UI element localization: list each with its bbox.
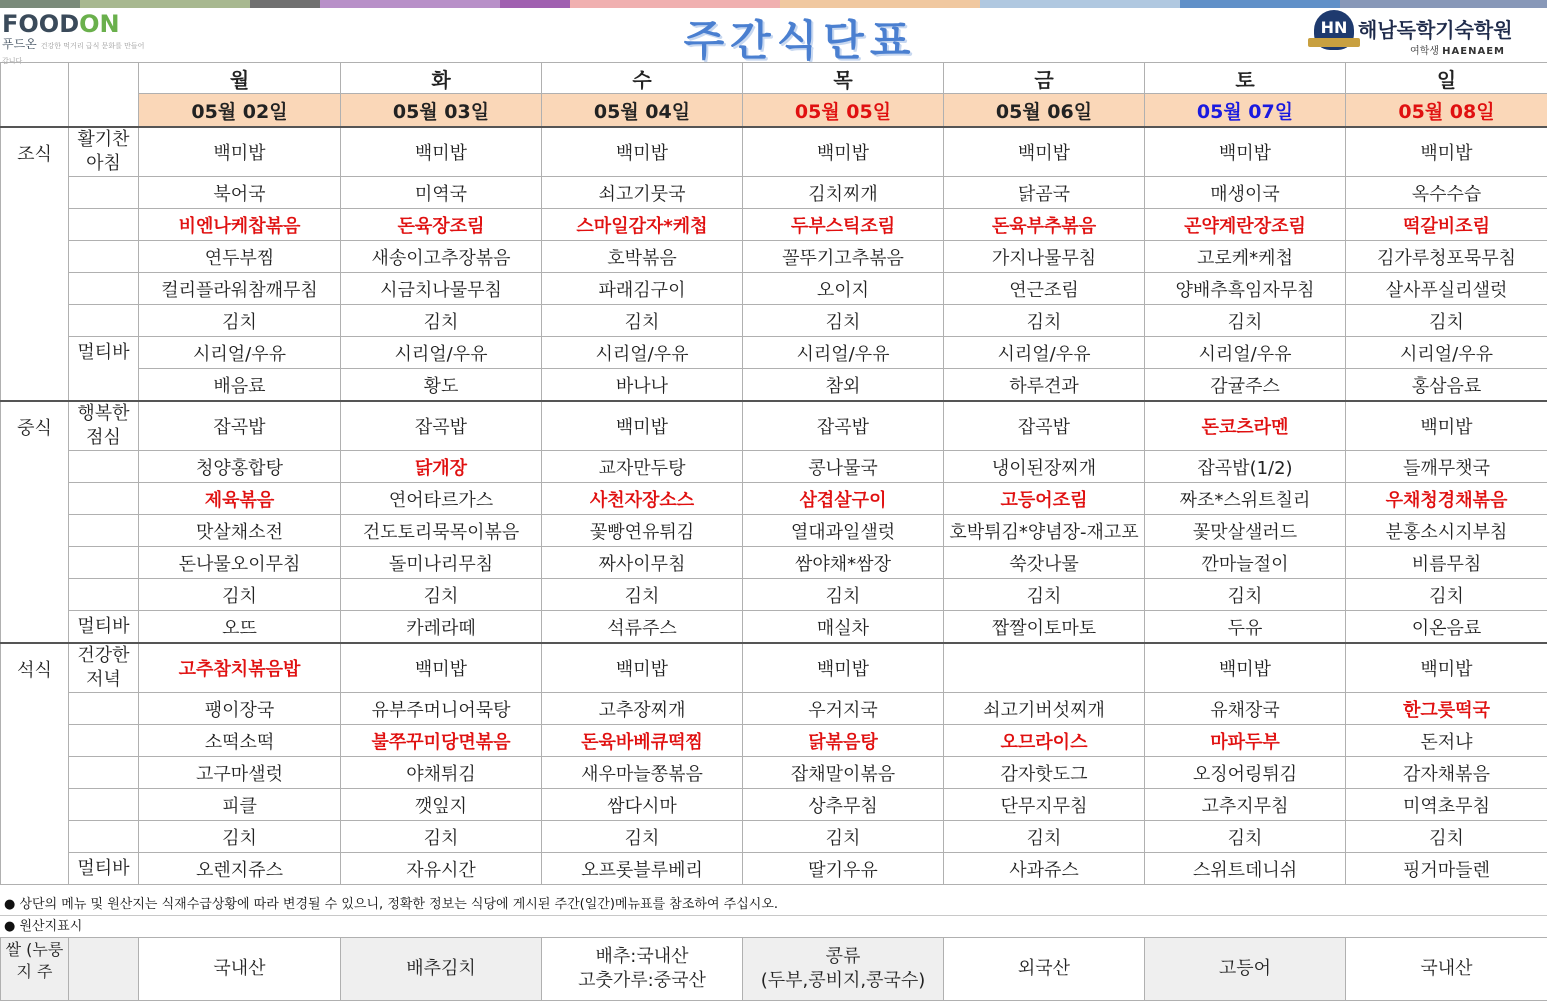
menu-row	[1, 401, 1547, 451]
menu-item: 황도	[341, 369, 542, 402]
menu-row	[1, 611, 1547, 644]
menu-item: 시리얼/우유	[1145, 337, 1346, 369]
day-header: 수	[542, 63, 743, 94]
menu-item: 쇠고기버섯찌개	[944, 693, 1145, 725]
logo-tagline: 건강한 먹거리 급식 문화를 만들어 갑니다	[2, 42, 144, 65]
empty-sub-cell	[69, 451, 139, 483]
menu-item: 백미밥	[944, 127, 1145, 177]
menu-item: 하루견과	[944, 369, 1145, 402]
menu-item: 유채장국	[1145, 693, 1346, 725]
menu-row	[1, 789, 1547, 821]
menu-item: 김치	[341, 821, 542, 853]
date-header: 05월 03일	[341, 94, 542, 128]
menu-item: 백미밥	[1145, 127, 1346, 177]
menu-row	[1, 273, 1547, 305]
menu-item: 매실차	[743, 611, 944, 644]
origin-label: 쌀 (누룽지 주	[1, 938, 69, 1001]
menu-item: 쑥갓나물	[944, 547, 1145, 579]
menu-item: 옥수수습	[1346, 177, 1547, 209]
menu-item: 맛살채소전	[139, 515, 341, 547]
menu-item: 시리얼/우유	[743, 337, 944, 369]
menu-item: 오징어링튀김	[1145, 757, 1346, 789]
multibar-label: 멀티바	[69, 611, 139, 644]
notes-section	[0, 894, 1547, 938]
origin-value: 콩류 (두부,콩비지,콩국수)	[743, 938, 944, 1001]
weekly-menu-table	[0, 62, 1547, 885]
corner-cell	[69, 63, 139, 94]
empty-sub-cell	[69, 757, 139, 789]
meal-sub-breakfast: 활기찬 아침	[69, 127, 139, 177]
menu-item: 김치	[542, 305, 743, 337]
origin-value: 배추김치	[341, 938, 542, 1001]
menu-row	[1, 241, 1547, 273]
note-origin-heading	[0, 916, 1547, 938]
menu-row	[1, 757, 1547, 789]
menu-row	[1, 821, 1547, 853]
school-sub-a: 여학생	[1410, 46, 1439, 57]
empty-sub-cell	[69, 177, 139, 209]
menu-item: 바나나	[542, 369, 743, 402]
menu-item: 유부주머니어묵탕	[341, 693, 542, 725]
menu-item: 시리얼/우유	[944, 337, 1145, 369]
date-header-row	[1, 94, 1547, 128]
meal-label-lunch: 중식	[1, 401, 69, 643]
menu-item: 고등어조림	[944, 483, 1145, 515]
note-disclaimer	[0, 894, 1547, 916]
menu-item: 삼겹살구이	[743, 483, 944, 515]
menu-item: 꼴뚜기고추볶음	[743, 241, 944, 273]
menu-row	[1, 305, 1547, 337]
menu-item: 돈육바베큐떡찜	[542, 725, 743, 757]
empty-sub-cell	[69, 579, 139, 611]
menu-item: 감귤주스	[1145, 369, 1346, 402]
menu-item: 석류주스	[542, 611, 743, 644]
menu-row	[1, 643, 1547, 693]
menu-item: 시리얼/우유	[341, 337, 542, 369]
menu-item: 꽃빵연유튀김	[542, 515, 743, 547]
menu-item: 콩나물국	[743, 451, 944, 483]
menu-item: 백미밥	[1145, 643, 1346, 693]
school-badge-icon	[1314, 10, 1354, 50]
menu-row	[1, 725, 1547, 757]
menu-item: 김치	[743, 821, 944, 853]
menu-item: 백미밥	[743, 643, 944, 693]
menu-item: 깻잎지	[341, 789, 542, 821]
top-color-bar	[0, 0, 1547, 8]
menu-item: 오렌지쥬스	[139, 853, 341, 885]
note-disclaimer-text: 상단의 메뉴 및 원산지는 식재수급상황에 따라 변경될 수 있으니, 정확한 정보는 식당에 게시된 주간(일간)메뉴표를 참조하여 주십시오.	[19, 897, 778, 912]
menu-item: 비름무침	[1346, 547, 1547, 579]
menu-item: 김치	[341, 305, 542, 337]
menu-item: 백미밥	[1346, 127, 1547, 177]
menu-item: 새송이고추장볶음	[341, 241, 542, 273]
menu-item: 딸기우유	[743, 853, 944, 885]
menu-item: 닭볶음탕	[743, 725, 944, 757]
menu-item: 홍삼음료	[1346, 369, 1547, 402]
menu-item: 김치	[139, 821, 341, 853]
menu-item: 연근조림	[944, 273, 1145, 305]
empty-sub-cell	[69, 209, 139, 241]
menu-item: 김치	[1346, 579, 1547, 611]
menu-item: 스마일감자*케첩	[542, 209, 743, 241]
menu-item: 불쭈꾸미당면볶음	[341, 725, 542, 757]
menu-item: 꽃맛살샐러드	[1145, 515, 1346, 547]
menu-item: 새우마늘쫑볶음	[542, 757, 743, 789]
multibar-label: 멀티바	[69, 337, 139, 402]
menu-item: 상추무침	[743, 789, 944, 821]
bullet-icon: ●	[4, 897, 15, 912]
menu-item: 두유	[1145, 611, 1346, 644]
menu-item: 백미밥	[542, 401, 743, 451]
menu-row	[1, 127, 1547, 177]
origin-value: 고등어	[1145, 938, 1346, 1001]
note-origin-text: 원산지표시	[19, 919, 82, 934]
origin-value: 국내산	[1346, 938, 1547, 1001]
menu-item	[944, 643, 1145, 693]
date-header: 05월 04일	[542, 94, 743, 128]
menu-item: 우채청경채볶음	[1346, 483, 1547, 515]
menu-item: 잡곡밥(1/2)	[1145, 451, 1346, 483]
menu-item: 김치	[542, 821, 743, 853]
menu-item: 팽이장국	[139, 693, 341, 725]
menu-item: 두부스틱조림	[743, 209, 944, 241]
logo-text-on: ON	[79, 10, 120, 38]
menu-item: 쇠고기뭇국	[542, 177, 743, 209]
menu-item: 감자핫도그	[944, 757, 1145, 789]
menu-item: 사과쥬스	[944, 853, 1145, 885]
origin-table	[0, 937, 1547, 1001]
menu-item: 고로케*케첩	[1145, 241, 1346, 273]
menu-item: 이온음료	[1346, 611, 1547, 644]
menu-item: 김치	[542, 579, 743, 611]
logo-korean: 푸드온	[2, 37, 37, 51]
menu-item: 돈나물오이무침	[139, 547, 341, 579]
empty-sub-cell	[69, 483, 139, 515]
menu-item: 돈육장조림	[341, 209, 542, 241]
menu-item: 김치	[1145, 579, 1346, 611]
menu-item: 백미밥	[743, 127, 944, 177]
menu-item: 잡곡밥	[944, 401, 1145, 451]
page-header	[0, 8, 1547, 62]
empty-sub-cell	[69, 789, 139, 821]
menu-row	[1, 515, 1547, 547]
menu-item: 오이지	[743, 273, 944, 305]
menu-item: 가지나물무침	[944, 241, 1145, 273]
menu-item: 짜사이무침	[542, 547, 743, 579]
menu-row	[1, 337, 1547, 369]
menu-item: 단무지무침	[944, 789, 1145, 821]
menu-item: 돈코츠라멘	[1145, 401, 1346, 451]
date-header: 05월 08일	[1346, 94, 1547, 128]
menu-row	[1, 547, 1547, 579]
menu-item: 한그릇떡국	[1346, 693, 1547, 725]
empty-sub-cell	[69, 821, 139, 853]
empty-sub-cell	[69, 305, 139, 337]
menu-item: 야채튀김	[341, 757, 542, 789]
origin-value: 외국산	[944, 938, 1145, 1001]
foodon-logo	[2, 10, 152, 60]
logo-text-food: FOOD	[2, 10, 79, 38]
menu-item: 연어타르가스	[341, 483, 542, 515]
date-header: 05월 02일	[139, 94, 341, 128]
date-header: 05월 05일	[743, 94, 944, 128]
multibar-label: 멀티바	[69, 853, 139, 885]
menu-item: 피클	[139, 789, 341, 821]
menu-item: 스위트데니쉬	[1145, 853, 1346, 885]
menu-item: 들깨무챗국	[1346, 451, 1547, 483]
menu-item: 참외	[743, 369, 944, 402]
empty-sub-cell	[69, 547, 139, 579]
menu-item: 오므라이스	[944, 725, 1145, 757]
menu-item: 청양홍합탕	[139, 451, 341, 483]
menu-item: 김치	[1145, 821, 1346, 853]
menu-item: 닭곰국	[944, 177, 1145, 209]
menu-item: 깐마늘절이	[1145, 547, 1346, 579]
school-name: 해남독학기숙학원	[1358, 14, 1513, 43]
menu-item: 시금치나물무침	[341, 273, 542, 305]
day-header: 화	[341, 63, 542, 94]
menu-item: 핑거마들렌	[1346, 853, 1547, 885]
menu-item: 김치찌개	[743, 177, 944, 209]
menu-row	[1, 693, 1547, 725]
day-header: 일	[1346, 63, 1547, 94]
menu-item: 백미밥	[139, 127, 341, 177]
menu-item: 잡곡밥	[341, 401, 542, 451]
menu-item: 잡곡밥	[139, 401, 341, 451]
menu-item: 고추참치볶음밥	[139, 643, 341, 693]
menu-item: 백미밥	[542, 127, 743, 177]
corner-cell	[1, 63, 69, 94]
menu-item: 북어국	[139, 177, 341, 209]
corner-cell	[69, 94, 139, 128]
menu-item: 감자채볶음	[1346, 757, 1547, 789]
menu-item: 자유시간	[341, 853, 542, 885]
menu-item: 연두부찜	[139, 241, 341, 273]
date-header: 05월 07일	[1145, 94, 1346, 128]
menu-item: 오프롯블루베리	[542, 853, 743, 885]
menu-item: 김치	[341, 579, 542, 611]
menu-item: 오뜨	[139, 611, 341, 644]
menu-item: 쌈다시마	[542, 789, 743, 821]
menu-item: 파래김구이	[542, 273, 743, 305]
menu-item: 호박튀김*양념장-재고포	[944, 515, 1145, 547]
empty-sub-cell	[69, 725, 139, 757]
origin-blank	[69, 938, 139, 1001]
meal-label-breakfast: 조식	[1, 127, 69, 401]
menu-item: 김치	[1346, 821, 1547, 853]
menu-item: 돌미나리무침	[341, 547, 542, 579]
menu-item: 백미밥	[341, 127, 542, 177]
menu-item: 김치	[743, 579, 944, 611]
empty-sub-cell	[69, 241, 139, 273]
menu-item: 열대과일샐럿	[743, 515, 944, 547]
menu-row	[1, 177, 1547, 209]
menu-row	[1, 209, 1547, 241]
menu-item: 김치	[944, 579, 1145, 611]
menu-item: 백미밥	[1346, 401, 1547, 451]
school-badge-text: HN	[1321, 18, 1348, 37]
menu-item: 소떡소떡	[139, 725, 341, 757]
school-subtitle	[1410, 42, 1505, 57]
menu-item: 김치	[944, 305, 1145, 337]
menu-item: 분홍소시지부침	[1346, 515, 1547, 547]
menu-row	[1, 579, 1547, 611]
menu-item: 쌈야채*쌈장	[743, 547, 944, 579]
bullet-icon: ●	[4, 919, 15, 934]
menu-item: 김가루청포묵무침	[1346, 241, 1547, 273]
menu-item: 김치	[944, 821, 1145, 853]
menu-row	[1, 853, 1547, 885]
page-title: 주간식단표	[560, 8, 1040, 62]
menu-item: 백미밥	[1346, 643, 1547, 693]
menu-item: 돈육부추볶음	[944, 209, 1145, 241]
meal-sub-lunch: 행복한 점심	[69, 401, 139, 451]
menu-item: 백미밥	[341, 643, 542, 693]
menu-item: 백미밥	[542, 643, 743, 693]
day-header: 금	[944, 63, 1145, 94]
menu-item: 시리얼/우유	[139, 337, 341, 369]
menu-item: 매생이국	[1145, 177, 1346, 209]
school-sub-b: HAENAEM	[1442, 46, 1505, 57]
menu-item: 김치	[743, 305, 944, 337]
menu-item: 카레라떼	[341, 611, 542, 644]
menu-item: 교자만두탕	[542, 451, 743, 483]
meal-label-dinner: 석식	[1, 643, 69, 885]
menu-item: 미역국	[341, 177, 542, 209]
menu-item: 시리얼/우유	[542, 337, 743, 369]
menu-item: 고구마샐럿	[139, 757, 341, 789]
menu-item: 돈저냐	[1346, 725, 1547, 757]
menu-item: 곤약계란장조림	[1145, 209, 1346, 241]
menu-item: 잡곡밥	[743, 401, 944, 451]
menu-item: 건도토리묵목이볶음	[341, 515, 542, 547]
meal-sub-dinner: 건강한 저녁	[69, 643, 139, 693]
empty-sub-cell	[69, 273, 139, 305]
menu-item: 양배추흑임자무침	[1145, 273, 1346, 305]
menu-item: 고추지무침	[1145, 789, 1346, 821]
menu-row	[1, 483, 1547, 515]
origin-value: 배추:국내산 고춧가루:중국산	[542, 938, 743, 1001]
menu-item: 김치	[1346, 305, 1547, 337]
menu-item: 마파두부	[1145, 725, 1346, 757]
menu-item: 짜조*스위트칠리	[1145, 483, 1346, 515]
menu-row	[1, 451, 1547, 483]
day-header-row	[1, 63, 1547, 94]
menu-item: 비엔나케찹볶음	[139, 209, 341, 241]
menu-item: 김치	[1145, 305, 1346, 337]
menu-row	[1, 369, 1547, 402]
menu-item: 김치	[139, 305, 341, 337]
menu-item: 제육볶음	[139, 483, 341, 515]
menu-item: 잡채말이볶음	[743, 757, 944, 789]
menu-item: 냉이된장찌개	[944, 451, 1145, 483]
school-logo	[1310, 10, 1542, 60]
menu-item: 우거지국	[743, 693, 944, 725]
menu-item: 컬리플라워참깨무침	[139, 273, 341, 305]
menu-item: 미역초무침	[1346, 789, 1547, 821]
menu-item: 짭짤이토마토	[944, 611, 1145, 644]
menu-item: 시리얼/우유	[1346, 337, 1547, 369]
day-header: 토	[1145, 63, 1346, 94]
menu-item: 김치	[139, 579, 341, 611]
menu-item: 사천자장소스	[542, 483, 743, 515]
day-header: 목	[743, 63, 944, 94]
menu-item: 닭개장	[341, 451, 542, 483]
day-header: 월	[139, 63, 341, 94]
origin-value: 국내산	[139, 938, 341, 1001]
menu-item: 배음료	[139, 369, 341, 402]
menu-item: 살사푸실리샐럿	[1346, 273, 1547, 305]
menu-item: 떡갈비조림	[1346, 209, 1547, 241]
empty-sub-cell	[69, 693, 139, 725]
menu-item: 호박볶음	[542, 241, 743, 273]
empty-sub-cell	[69, 515, 139, 547]
date-header: 05월 06일	[944, 94, 1145, 128]
corner-cell	[1, 94, 69, 128]
menu-item: 고추장찌개	[542, 693, 743, 725]
